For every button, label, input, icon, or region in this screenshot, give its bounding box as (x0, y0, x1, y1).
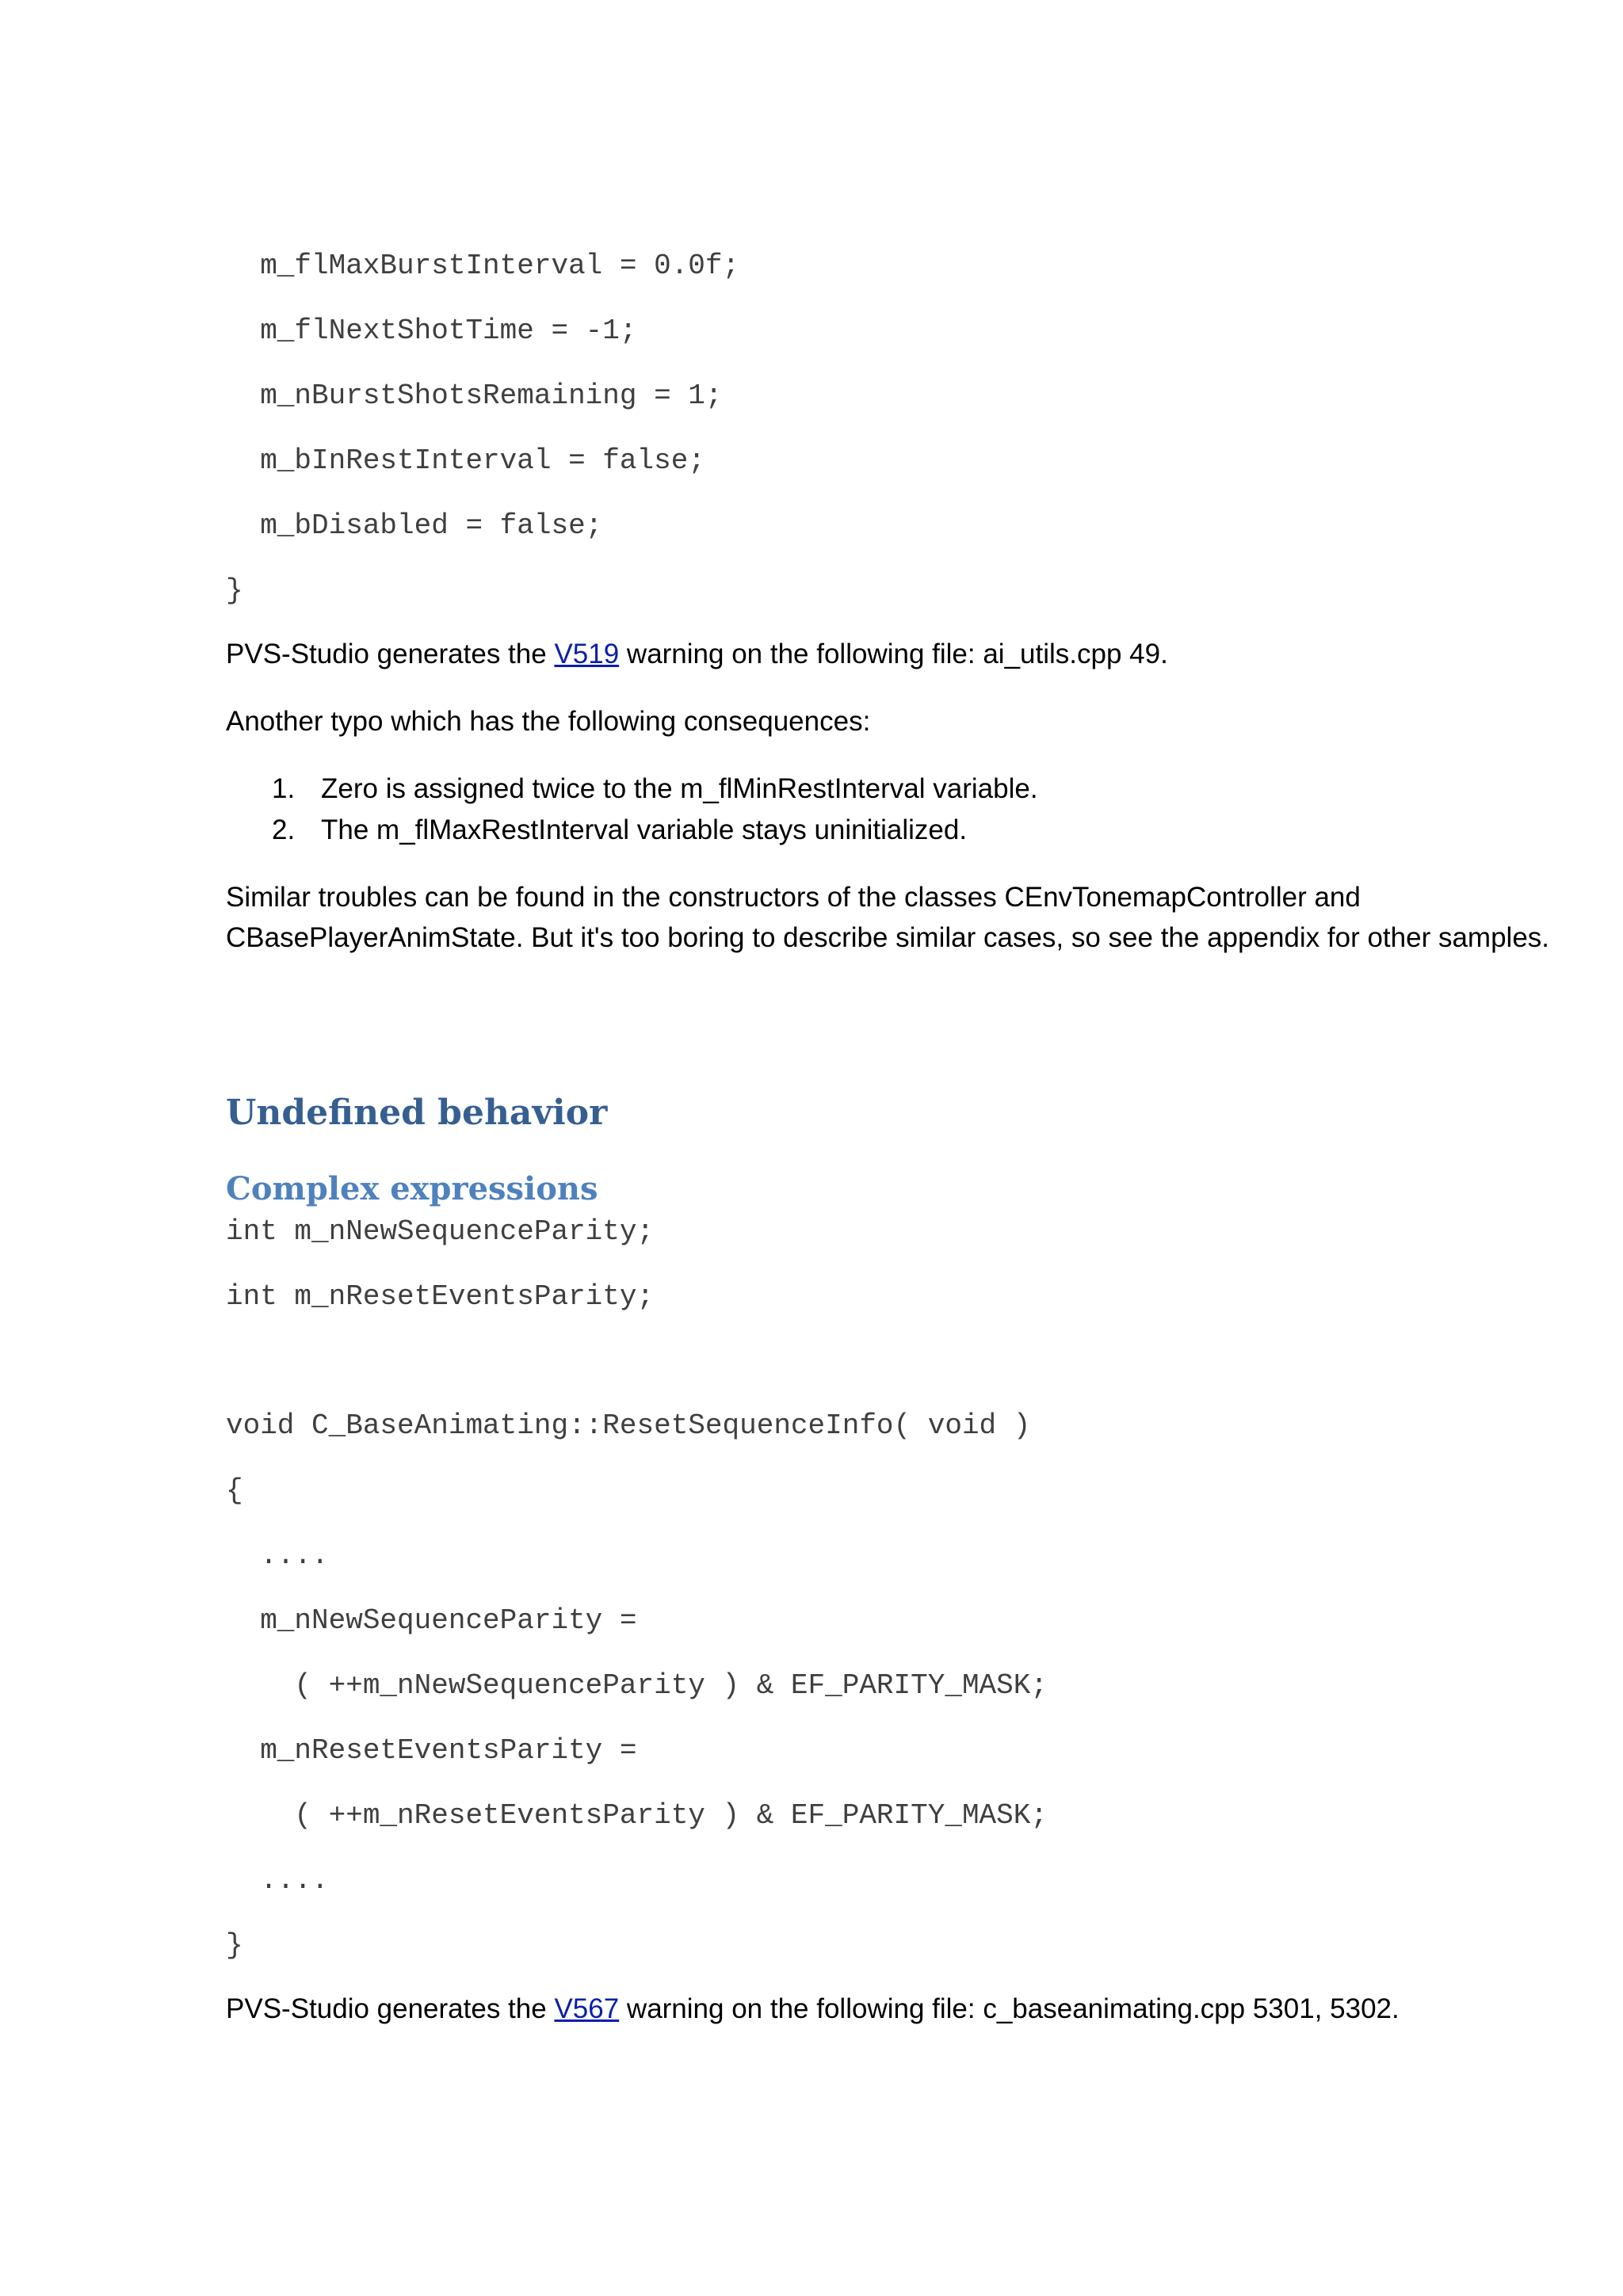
list-item (272, 775, 1038, 803)
v567-link[interactable]: V567 (554, 1993, 620, 2024)
code-line: } (226, 574, 243, 607)
list-number: 1. (272, 773, 296, 804)
code-line: void C_BaseAnimating::ResetSequenceInfo( void ) (226, 1409, 1031, 1442)
list-number: 2. (272, 814, 296, 845)
code-line: } (226, 1929, 243, 1962)
code-line: m_bInRestInterval = false; (226, 444, 705, 477)
similar-paragraph-line-2: CBasePlayerAnimState. But it's too boring to describe similar cases, so see the appendix for other samples. (226, 922, 1550, 953)
code-line: m_flMaxBurstInterval = 0.0f; (226, 250, 740, 282)
typo-paragraph: Another typo which has the following consequences: (226, 706, 871, 737)
code-line: m_flNextShotTime = -1; (226, 315, 637, 347)
warning-suffix: warning on the following file: ai_utils.cpp 49. (619, 639, 1168, 669)
warning-suffix: warning on the following file: c_baseanimating.cpp 5301, 5302. (619, 1993, 1400, 2024)
v519-link[interactable]: V519 (554, 639, 620, 669)
code-line: .... (226, 1539, 329, 1572)
warning-paragraph-v519 (226, 640, 1168, 668)
section-heading: Undefined behavior (226, 1093, 608, 1133)
similar-paragraph-line-1: Similar troubles can be found in the constructors of the classes CEnvTonemapController and (226, 882, 1361, 913)
code-line: m_nResetEventsParity = (226, 1734, 637, 1767)
code-line: m_nBurstShotsRemaining = 1; (226, 379, 723, 412)
subsection-heading: Complex expressions (226, 1170, 598, 1207)
code-line: .... (226, 1864, 329, 1897)
warning-paragraph-v567 (226, 1995, 1400, 2023)
code-line: ( ++m_nResetEventsParity ) & EF_PARITY_MASK; (226, 1799, 1048, 1832)
code-line: int m_nResetEventsParity; (226, 1280, 655, 1313)
warning-prefix: PVS-Studio generates the (226, 1993, 555, 2024)
list-text: Zero is assigned twice to the m_flMinRestInterval variable. (321, 773, 1038, 804)
list-item (272, 816, 967, 844)
list-text: The m_flMaxRestInterval variable stays uninitialized. (321, 814, 968, 845)
code-line: ( ++m_nNewSequenceParity ) & EF_PARITY_MASK; (226, 1669, 1048, 1702)
code-line: m_nNewSequenceParity = (226, 1604, 637, 1637)
code-line: int m_nNewSequenceParity; (226, 1215, 655, 1248)
code-line: m_bDisabled = false; (226, 509, 603, 542)
code-line: { (226, 1474, 243, 1507)
warning-prefix: PVS-Studio generates the (226, 639, 555, 669)
